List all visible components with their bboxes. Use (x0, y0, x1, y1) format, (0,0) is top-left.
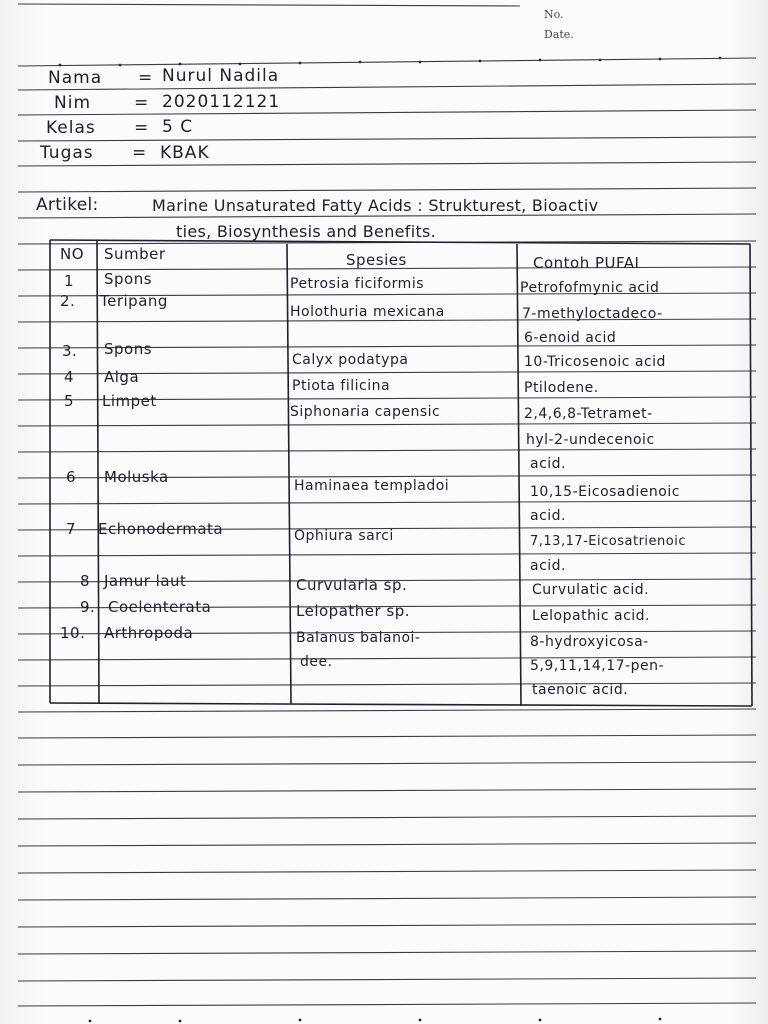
row-contoh: taenoic acid. (532, 682, 629, 698)
row-contoh: Curvulatic acid. (532, 582, 650, 598)
header-contoh: Contoh PUFAI (533, 254, 640, 272)
row-sumber: Coelenterata (108, 598, 212, 616)
nama-label: Nama (48, 68, 103, 88)
article-line-2: ties, Biosynthesis and Benefits. (176, 222, 437, 241)
row-contoh: Ptilodene. (524, 380, 599, 396)
row-contoh: acid. (530, 508, 567, 524)
tugas-value: KBAK (160, 143, 210, 163)
row-sumber: Moluska (104, 468, 169, 486)
header-sumber: Sumber (104, 245, 166, 263)
row-spesies: Haminaea templadoi (294, 478, 450, 494)
row-contoh: acid. (530, 456, 567, 472)
row-sumber: Jamur laut (104, 572, 187, 590)
row-no: 9. (80, 598, 96, 616)
row-sumber: Limpet (102, 392, 157, 410)
tugas-label: Tugas (40, 143, 94, 163)
date-label: Date. (544, 28, 574, 41)
row-spesies: Ophiura sarci (294, 528, 394, 544)
row-spesies: Siphonaria capensic (290, 404, 441, 420)
row-spesies: Lelopather sp. (296, 602, 411, 620)
nama-value: Nurul Nadila (162, 66, 280, 86)
row-no: 5 (64, 392, 75, 410)
row-spesies: Petrosia ficiformis (290, 276, 425, 292)
row-spesies: Balanus balanoi- (296, 630, 421, 646)
row-sumber: Echonodermata (98, 520, 224, 538)
row-no: 7 (66, 520, 77, 538)
row-sumber: Arthropoda (104, 624, 194, 642)
nim-label: Nim (54, 93, 91, 113)
row-contoh: 5,9,11,14,17-pen- (530, 658, 665, 674)
row-sumber: Spons (104, 270, 153, 288)
nama-separator: = (138, 68, 154, 88)
row-contoh: 10,15-Eicosadienoic (530, 484, 680, 500)
row-spesies: Holothuria mexicana (290, 304, 445, 320)
row-contoh: 10-Tricosenoic acid (524, 354, 666, 370)
tugas-separator: = (132, 143, 148, 163)
kelas-separator: = (134, 118, 150, 138)
nim-separator: = (134, 93, 150, 113)
row-spesies: dee. (300, 654, 333, 670)
row-contoh: 7-methyloctadeco- (522, 306, 663, 322)
row-spesies: Ptiota filicina (292, 378, 391, 394)
row-contoh: 6-enoid acid (524, 330, 617, 346)
row-contoh: 2,4,6,8-Tetramet- (524, 406, 653, 422)
nim-value: 2020112121 (162, 92, 281, 112)
row-contoh: acid. (530, 558, 567, 574)
header-no: NO (60, 245, 85, 263)
row-no: 2. (60, 292, 76, 310)
row-no: 6 (66, 468, 77, 486)
row-no: 3. (62, 342, 78, 360)
row-spesies: Calyx podatypa (292, 352, 409, 368)
row-sumber: Teripang (100, 292, 168, 310)
article-label: Artikel: (36, 195, 99, 215)
row-contoh: Petrofofmynic acid (520, 280, 660, 296)
row-contoh: 7,13,17-Eicosatrienoic (530, 534, 686, 549)
row-contoh: Lelopathic acid. (532, 608, 650, 624)
header-spesies: Spesies (346, 251, 407, 269)
row-no: 4 (64, 368, 75, 386)
row-sumber: Spons (104, 340, 153, 358)
no-label: No. (544, 8, 564, 21)
row-spesies: Curvularia sp. (296, 576, 408, 594)
row-contoh: hyl-2-undecenoic (526, 432, 655, 448)
row-no: 8 (80, 572, 91, 590)
row-no: 10. (60, 624, 86, 642)
row-no: 1 (64, 272, 75, 290)
row-contoh: 8-hydroxyicosa- (530, 634, 649, 650)
kelas-label: Kelas (46, 118, 96, 138)
kelas-value: 5 C (162, 117, 194, 137)
article-line-1: Marine Unsaturated Fatty Acids : Strukturest, Bioactiv (152, 196, 599, 215)
row-sumber: Alga (104, 368, 140, 386)
